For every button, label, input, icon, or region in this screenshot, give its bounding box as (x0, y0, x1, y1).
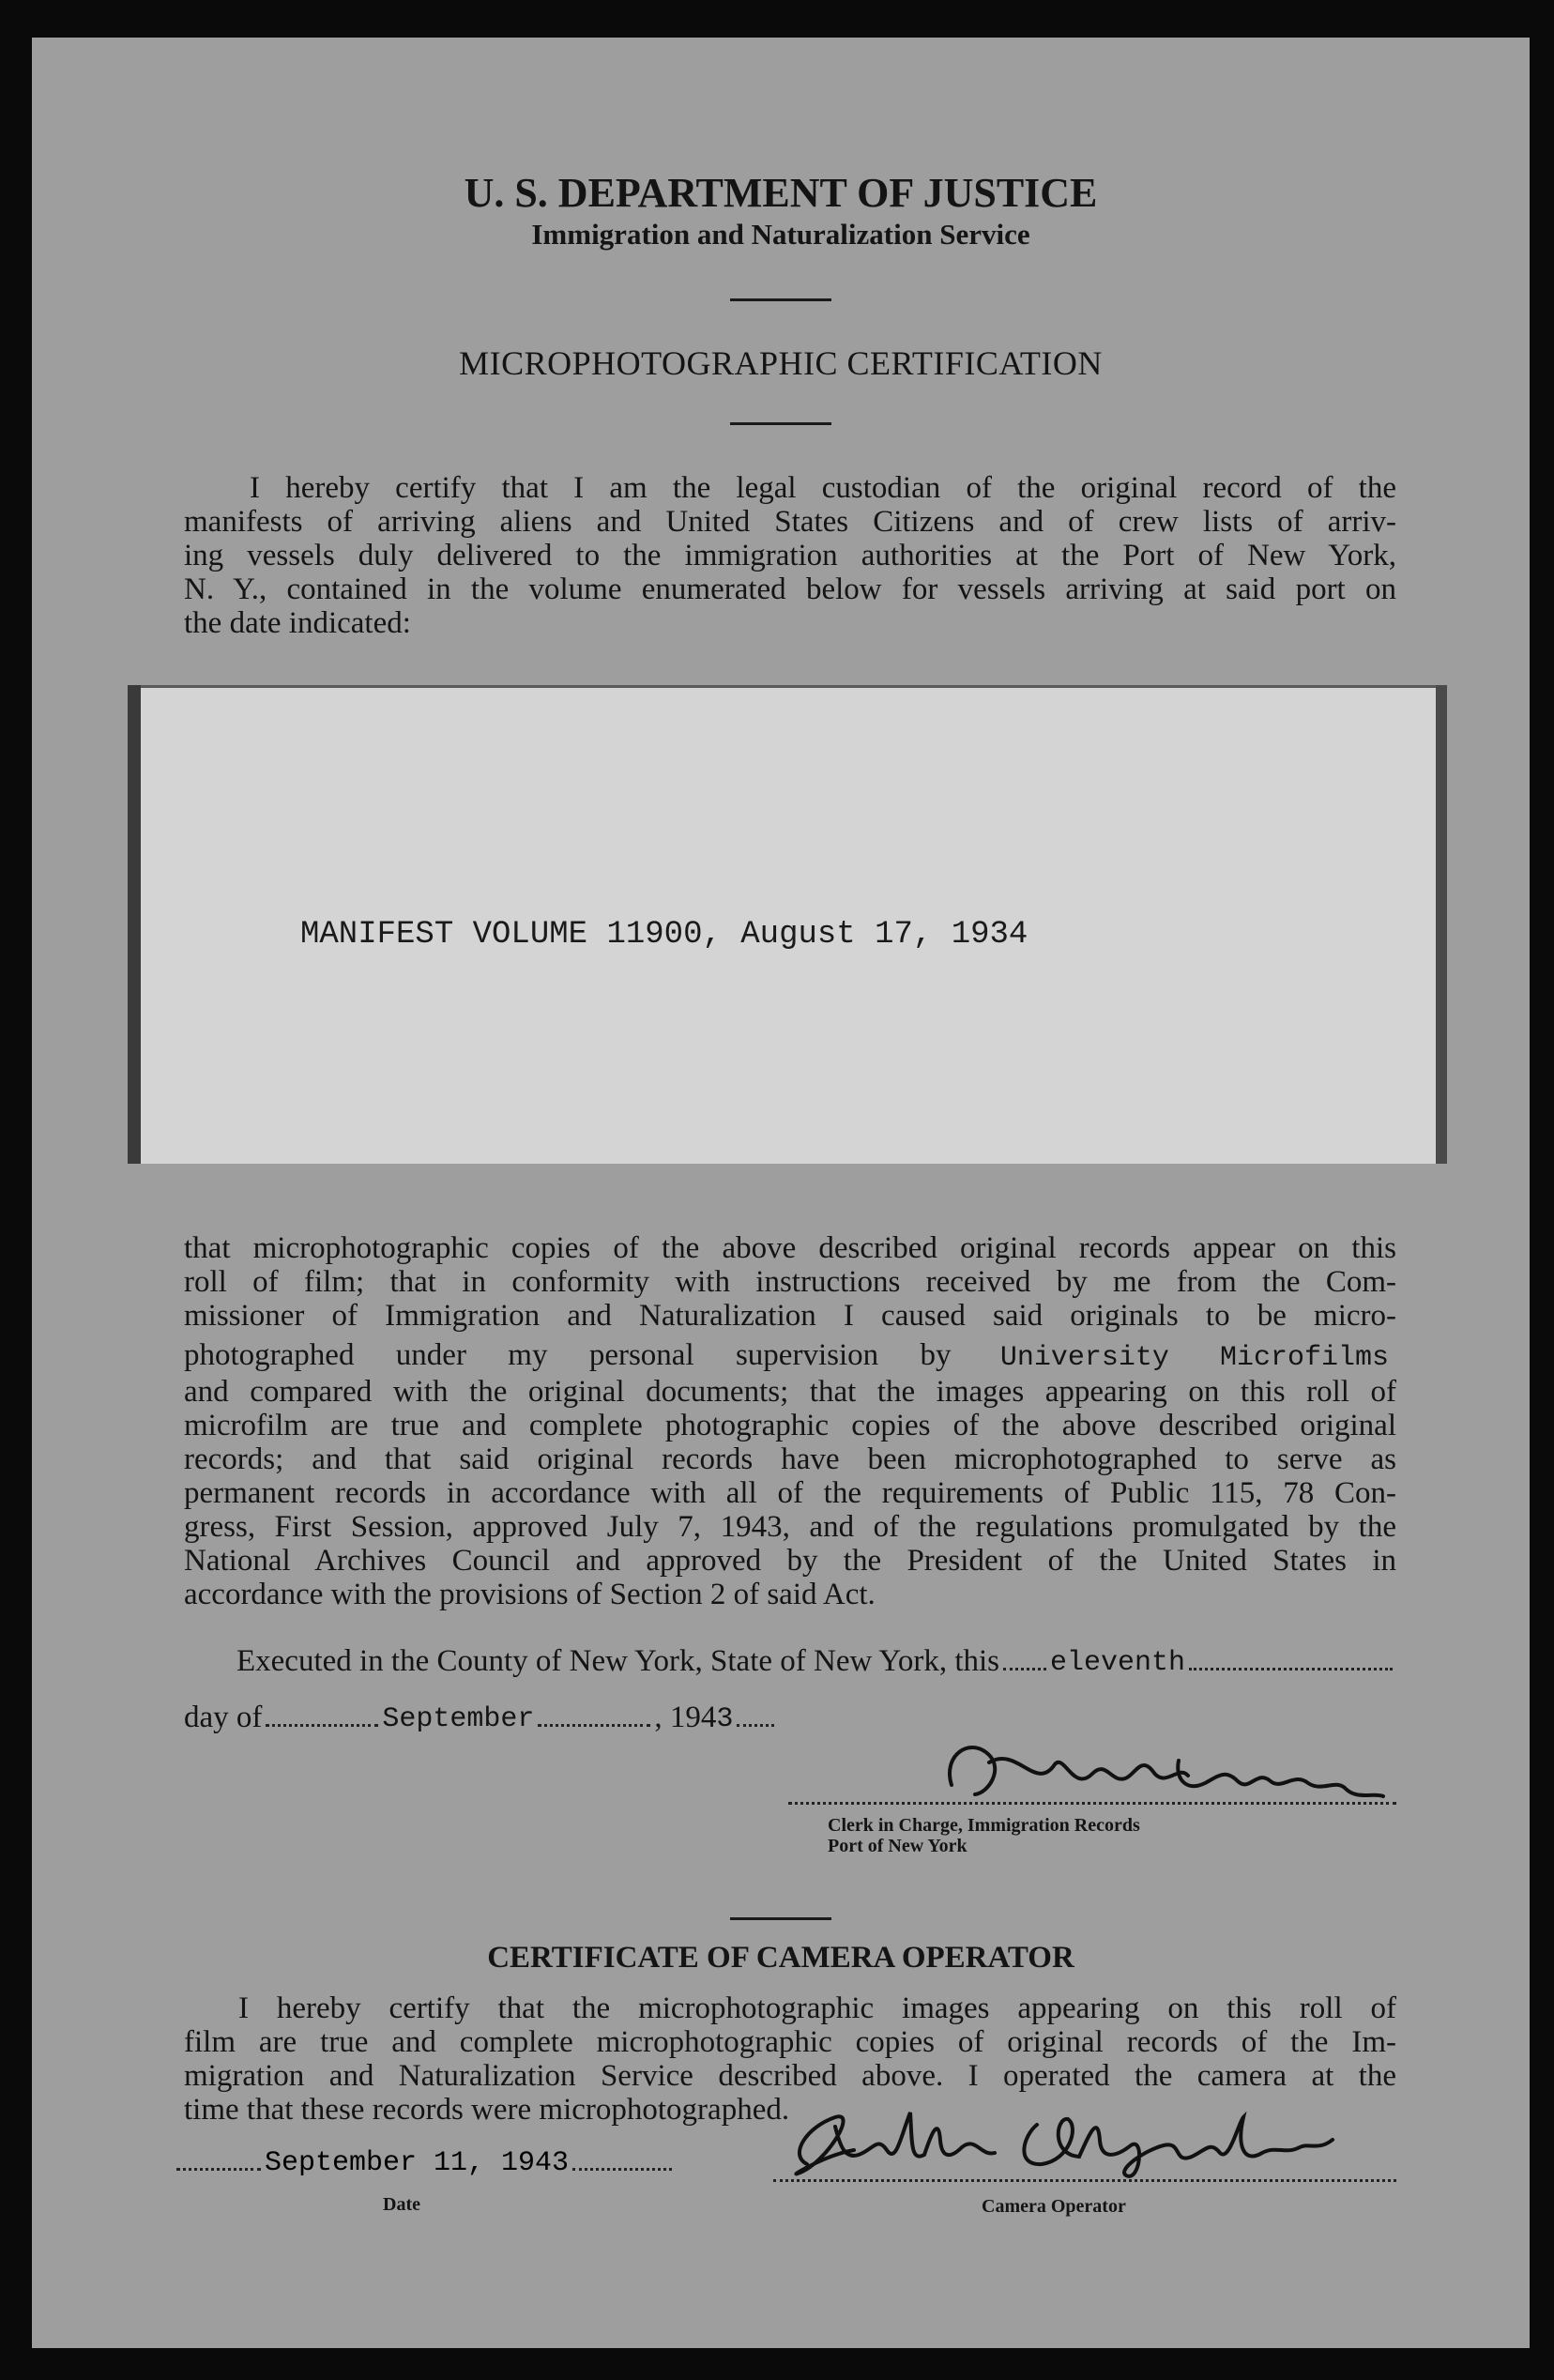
certification-paragraph (184, 471, 1396, 640)
paragraph-line: roll of film; that in conformity with instructions received by me from the Com- (184, 1265, 1396, 1299)
dotted-leader (1189, 1668, 1393, 1671)
month-value: September (382, 1703, 535, 1735)
paragraph-line: I hereby certify that I am the legal custodian of the original record of the (250, 471, 1396, 505)
date-label: Date (383, 2194, 420, 2215)
clerk-title (828, 1815, 1140, 1856)
supervision-line (184, 1338, 1396, 1375)
paragraph-line: missioner of Immigration and Naturalization I caused said originals to be micro- (184, 1299, 1396, 1333)
service-subheading: Immigration and Naturalization Service (531, 218, 1030, 251)
clerk-signature-line (788, 1802, 1396, 1805)
paragraph-line: National Archives Council and approved by the President of the United States in (184, 1544, 1396, 1578)
manifest-volume-text: MANIFEST VOLUME 11900, August 17, 1934 (300, 917, 1028, 953)
paragraph-line: microfilm are true and complete photographic copies of the above described original (184, 1409, 1396, 1442)
certification-title: MICROPHOTOGRAPHIC CERTIFICATION (459, 344, 1103, 382)
execution-day-value: eleventh (1050, 1647, 1186, 1679)
paragraph-line: accordance with the provisions of Section 2 of said Act. (184, 1578, 876, 1611)
paragraph-line: N. Y., contained in the volume enumerated below for vessels arriving at said port on (184, 572, 1396, 606)
paragraph-line: gress, First Session, approved July 7, 1943, and of the regulations promulgated by the (184, 1510, 1396, 1544)
paragraph-line: film are true and complete microphotographic copies of original records of the Im- (184, 2025, 1396, 2059)
divider (730, 1917, 831, 1920)
day-prefix: day of (184, 1701, 263, 1734)
camera-operator-signature (769, 2098, 1370, 2183)
dotted-leader (176, 2168, 261, 2171)
dotted-leader (737, 1724, 774, 1727)
paragraph-line: the date indicated: (184, 606, 411, 640)
dotted-leader (538, 1724, 650, 1727)
paragraph-line: manifests of arriving aliens and United States Citizens and of crew lists of arriv- (184, 505, 1396, 539)
dotted-leader (266, 1724, 378, 1727)
supervision-prefix: photographed under my personal supervision by (184, 1338, 952, 1372)
camera-operator-signature-line (773, 2179, 1396, 2182)
paragraph-line: I hereby certify that the microphotographic images appearing on this roll of (238, 1991, 1396, 2025)
department-heading: U. S. DEPARTMENT OF JUSTICE (464, 170, 1098, 216)
clerk-title-line: Clerk in Charge, Immigration Records (828, 1815, 1140, 1836)
paragraph-line: records; and that said original records have been microphotographed to serve as (184, 1442, 1396, 1476)
execution-prefix: Executed in the County of New York, State of New York, this (236, 1644, 1000, 1678)
divider (730, 422, 831, 425)
dotted-leader (1003, 1668, 1046, 1671)
execution-line (236, 1644, 1396, 1679)
statement-paragraph (184, 1231, 1396, 1611)
paragraph-line: and compared with the original documents; that the images appearing on this roll of (184, 1375, 1396, 1409)
paragraph-line: ing vessels duly delivered to the immigration authorities at the Port of New York, (184, 539, 1396, 572)
year-digit: 3 (716, 1703, 734, 1735)
paragraph-line: that microphotographic copies of the above described original records appear on this (184, 1231, 1396, 1265)
divider (730, 298, 831, 301)
camera-operator-label: Camera Operator (982, 2196, 1126, 2217)
supervisor-value: University Microfilms (999, 1342, 1390, 1374)
certificate-sheet (32, 38, 1530, 2348)
paragraph-line: migration and Naturalization Service described above. I operated the camera at the (184, 2059, 1396, 2093)
paragraph-line: time that these records were microphotographed. (184, 2093, 790, 2127)
dotted-leader (572, 2168, 672, 2171)
camera-date-value: September 11, 1943 (265, 2147, 570, 2179)
camera-certificate-title: CERTIFICATE OF CAMERA OPERATOR (487, 1941, 1074, 1975)
clerk-office-line: Port of New York (828, 1836, 967, 1856)
year-prefix: , 194 (654, 1701, 717, 1734)
paragraph-line: permanent records in accordance with all of the requirements of Public 115, 78 Con- (184, 1476, 1396, 1510)
date-line (184, 1701, 854, 1735)
camera-date-line (173, 2147, 676, 2179)
